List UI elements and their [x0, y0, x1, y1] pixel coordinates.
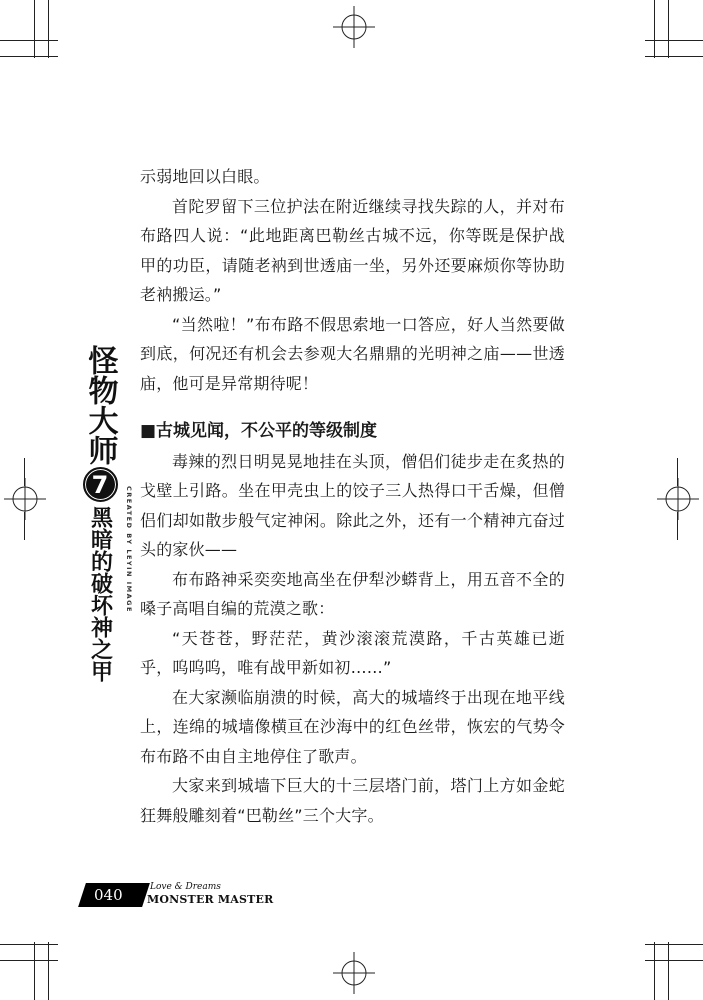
paragraph-3: “当然啦！”布布路不假思索地一口答应，好人当然要做到底，何况还有机会去参观大名鼎鼎的光明神之庙——世透庙，他可是异常期待呢！ — [140, 314, 565, 393]
page-footer — [82, 880, 282, 914]
series-title: 怪物大师 — [82, 345, 118, 465]
paragraph-4: 毒辣的烈日明晃晃地挂在头顶，僧侣们徒步走在炙热的戈壁上引路。坐在甲壳虫上的饺子三人热得口干舌燥，但僧侣们却如散步般气定神闲。除此之外，还有一个精神亢奋过头的家伙—— — [140, 451, 565, 559]
side-line-left-top — [24, 458, 25, 486]
paragraph-7: 在大家濒临崩溃的时候，高大的城墙终于出现在地平线上，连绵的城墙像横亘在沙海中的红色丝带，恢宏的气势令布布路不由自主地停住了歌声。 — [140, 687, 565, 766]
crop-mark-top-right-h2 — [645, 56, 703, 57]
registration-mark-bottom — [333, 952, 375, 994]
volume-subtitle: 黑暗的破坏神之甲 — [87, 506, 113, 682]
book-title-vertical — [82, 345, 118, 682]
crop-mark-bottom-right-v1 — [654, 942, 655, 1000]
crop-mark-top-right-h1 — [645, 40, 703, 41]
paragraph-2: 首陀罗留下三位护法在附近继续寻找失踪的人，并对布布路四人说：“此地距离巴勒丝古城不远，你等既是保护战甲的功臣，请随老衲到世透庙一坐，另外还要麻烦你等协助老衲搬运。” — [140, 196, 565, 304]
crop-mark-bottom-right-h2 — [645, 960, 703, 961]
page-number: 040 — [94, 886, 123, 904]
side-line-left-bottom — [24, 512, 25, 540]
crop-mark-bottom-right-v2 — [668, 942, 669, 1000]
crop-mark-top-left-v2 — [48, 0, 49, 58]
volume-number-badge: 7 — [83, 467, 118, 502]
footer-brand: MONSTER MASTER — [147, 893, 274, 906]
crop-mark-top-left-h1 — [0, 40, 58, 41]
crop-mark-top-left-h2 — [0, 56, 58, 57]
paragraph-5: 布布路神采奕奕地高坐在伊犁沙蟒背上，用五音不全的嗓子高唱自编的荒漠之歌： — [140, 569, 565, 618]
credit-line: CREATED BY LEYIN IMAGE — [125, 486, 133, 613]
crop-mark-top-right-v2 — [668, 0, 669, 58]
side-line-right-top — [677, 458, 678, 486]
crop-mark-top-left-v1 — [34, 0, 35, 58]
paragraph-6: “天苍苍，野茫茫，黄沙滚滚荒漠路，千古英雄已逝乎，呜呜呜，唯有战甲新如初……” — [140, 628, 565, 677]
crop-mark-bottom-left-v1 — [34, 942, 35, 1000]
crop-mark-bottom-left-h2 — [0, 960, 58, 961]
body-text — [140, 162, 565, 830]
crop-mark-bottom-left-h1 — [0, 944, 58, 945]
side-line-right-bottom — [677, 512, 678, 540]
registration-mark-left — [4, 478, 46, 520]
section-heading: ■古城见闻，不公平的等级制度 — [140, 421, 378, 441]
crop-mark-bottom-left-v2 — [48, 942, 49, 1000]
registration-mark-top — [333, 6, 375, 48]
registration-mark-right — [657, 478, 699, 520]
paragraph-8: 大家来到城墙下巨大的十三层塔门前，塔门上方如金蛇狂舞般雕刻着“巴勒丝”三个大字。 — [140, 776, 565, 825]
crop-mark-top-right-v1 — [654, 0, 655, 58]
footer-tagline: Love & Dreams — [150, 882, 221, 892]
crop-mark-bottom-right-h1 — [645, 944, 703, 945]
paragraph-1: 示弱地回以白眼。 — [140, 167, 270, 186]
